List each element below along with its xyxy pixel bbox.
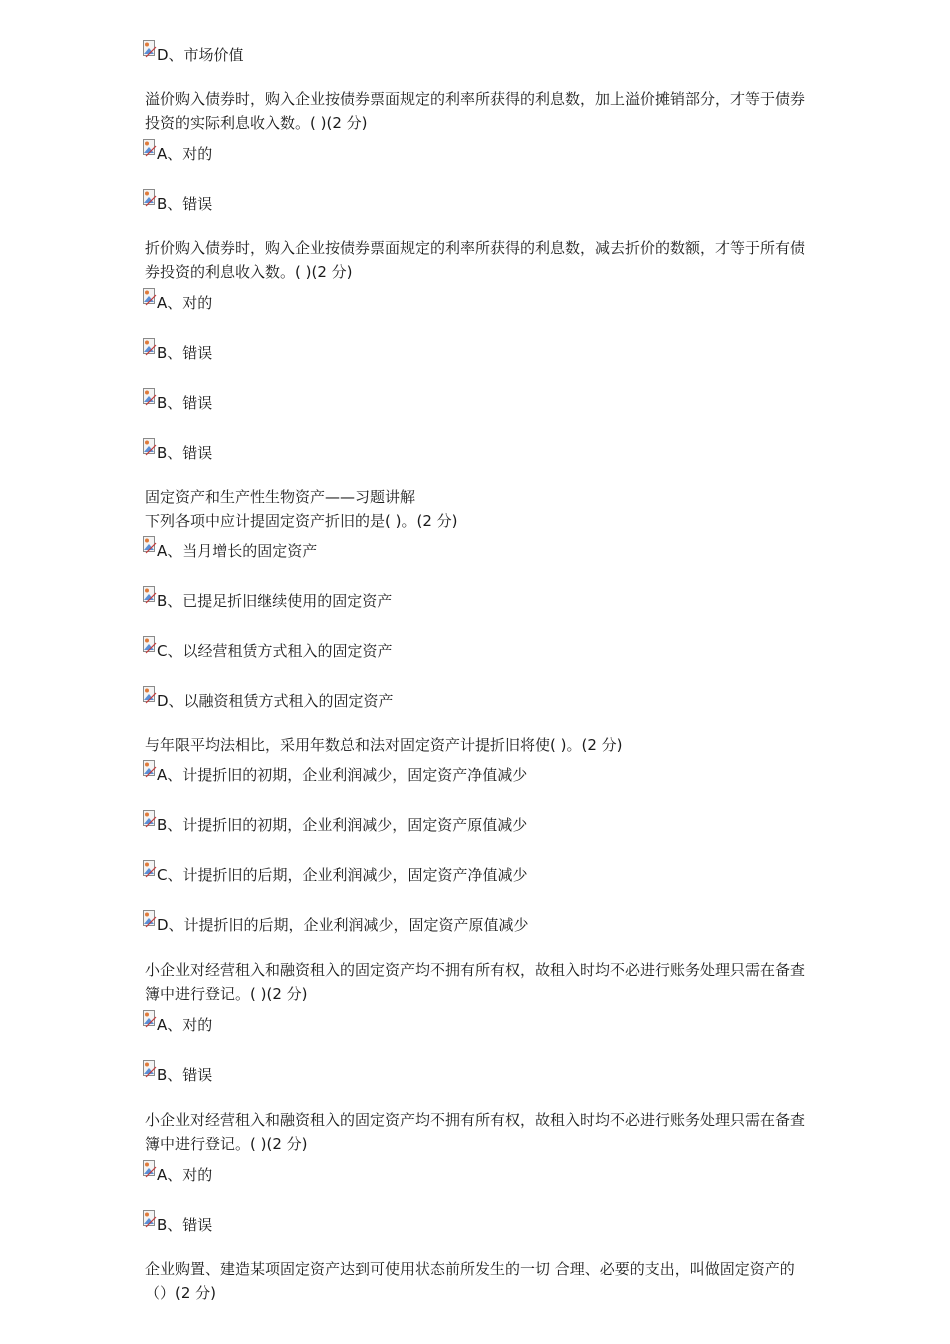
question-lease-ownership: 小企业对经营租入和融资租入的固定资产均不拥有所有权，故租入时均不必进行账务处理只需在备查簿中进行登记。( )(2 分) <box>145 961 806 1003</box>
broken-image-icon <box>143 536 157 560</box>
option-b-wrong[interactable] <box>143 386 212 412</box>
option-text: B、错误 <box>157 394 213 412</box>
option-text: B、错误 <box>157 195 213 213</box>
broken-image-icon <box>143 586 157 610</box>
option-b-wrong[interactable] <box>143 436 212 462</box>
option-a[interactable] <box>143 534 317 560</box>
option-a-correct[interactable] <box>143 1008 212 1034</box>
option-a-correct[interactable] <box>143 286 212 312</box>
option-b-wrong[interactable] <box>143 187 212 213</box>
option-text: B、错误 <box>157 444 213 462</box>
broken-image-icon <box>143 1210 157 1234</box>
option-text: B、已提足折旧继续使用的固定资产 <box>157 592 393 610</box>
option-d[interactable] <box>143 684 394 710</box>
option-text: A、对的 <box>157 294 213 312</box>
option-text: A、对的 <box>157 1166 213 1184</box>
option-text: A、当月增长的固定资产 <box>157 542 318 560</box>
broken-image-icon <box>143 1010 157 1034</box>
broken-image-icon <box>143 288 157 312</box>
broken-image-icon <box>143 388 157 412</box>
question-sum-of-years: 与年限平均法相比，采用年数总和法对固定资产计提折旧将使( )。(2 分) <box>145 736 623 754</box>
broken-image-icon <box>143 40 157 64</box>
broken-image-icon <box>143 636 157 660</box>
option-text: B、计提折旧的初期，企业利润减少，固定资产原值减少 <box>157 816 528 834</box>
broken-image-icon <box>143 1060 157 1084</box>
option-text: C、以经营租赁方式租入的固定资产 <box>157 642 393 660</box>
option-a-correct[interactable] <box>143 1158 212 1184</box>
broken-image-icon <box>143 860 157 884</box>
option-text: D、计提折旧的后期，企业利润减少，固定资产原值减少 <box>157 916 529 934</box>
option-text: B、错误 <box>157 1216 213 1234</box>
option-b[interactable] <box>143 584 392 610</box>
option-text: A、对的 <box>157 1016 213 1034</box>
broken-image-icon <box>143 338 157 362</box>
option-b-wrong[interactable] <box>143 1208 212 1234</box>
broken-image-icon <box>143 810 157 834</box>
broken-image-icon <box>143 1160 157 1184</box>
option-d-market-value[interactable] <box>143 38 244 64</box>
option-d[interactable] <box>143 908 529 934</box>
section-heading: 固定资产和生产性生物资产——习题讲解 <box>145 488 416 506</box>
question-lease-ownership: 小企业对经营租入和融资租入的固定资产均不拥有所有权，故租入时均不必进行账务处理只需在备查簿中进行登记。( )(2 分) <box>145 1111 806 1153</box>
option-b-wrong[interactable] <box>143 1058 212 1084</box>
option-c[interactable] <box>143 634 392 660</box>
option-b-wrong[interactable] <box>143 336 212 362</box>
option-text: D、以融资租赁方式租入的固定资产 <box>157 692 394 710</box>
option-text: B、错误 <box>157 1066 213 1084</box>
option-text: C、计提折旧的后期，企业利润减少，固定资产净值减少 <box>157 866 528 884</box>
question-premium-bond: 溢价购入债券时，购入企业按债券票面规定的利率所获得的利息数，加上溢价摊销部分，才等于债券投资的实际利息收入数。( )(2 分) <box>145 90 806 132</box>
option-text: D、市场价值 <box>157 46 244 64</box>
option-c[interactable] <box>143 858 527 884</box>
broken-image-icon <box>143 686 157 710</box>
broken-image-icon <box>143 139 157 163</box>
option-b[interactable] <box>143 808 527 834</box>
option-a-correct[interactable] <box>143 137 212 163</box>
broken-image-icon <box>143 189 157 213</box>
broken-image-icon <box>143 910 157 934</box>
question-fixed-asset-cost: 企业购置、建造某项固定资产达到可使用状态前所发生的一切 合理、必要的支出，叫做固定资产的（）(2 分) <box>145 1260 795 1302</box>
question-depreciation: 下列各项中应计提固定资产折旧的是( )。(2 分) <box>145 512 458 530</box>
question-discount-bond: 折价购入债券时，购入企业按债券票面规定的利率所获得的利息数，减去折价的数额，才等于所有债券投资的利息收入数。( )(2 分) <box>145 239 806 281</box>
broken-image-icon <box>143 438 157 462</box>
broken-image-icon <box>143 760 157 784</box>
option-text: B、错误 <box>157 344 213 362</box>
option-a[interactable] <box>143 758 527 784</box>
option-text: A、计提折旧的初期，企业利润减少，固定资产净值减少 <box>157 766 528 784</box>
option-text: A、对的 <box>157 145 213 163</box>
